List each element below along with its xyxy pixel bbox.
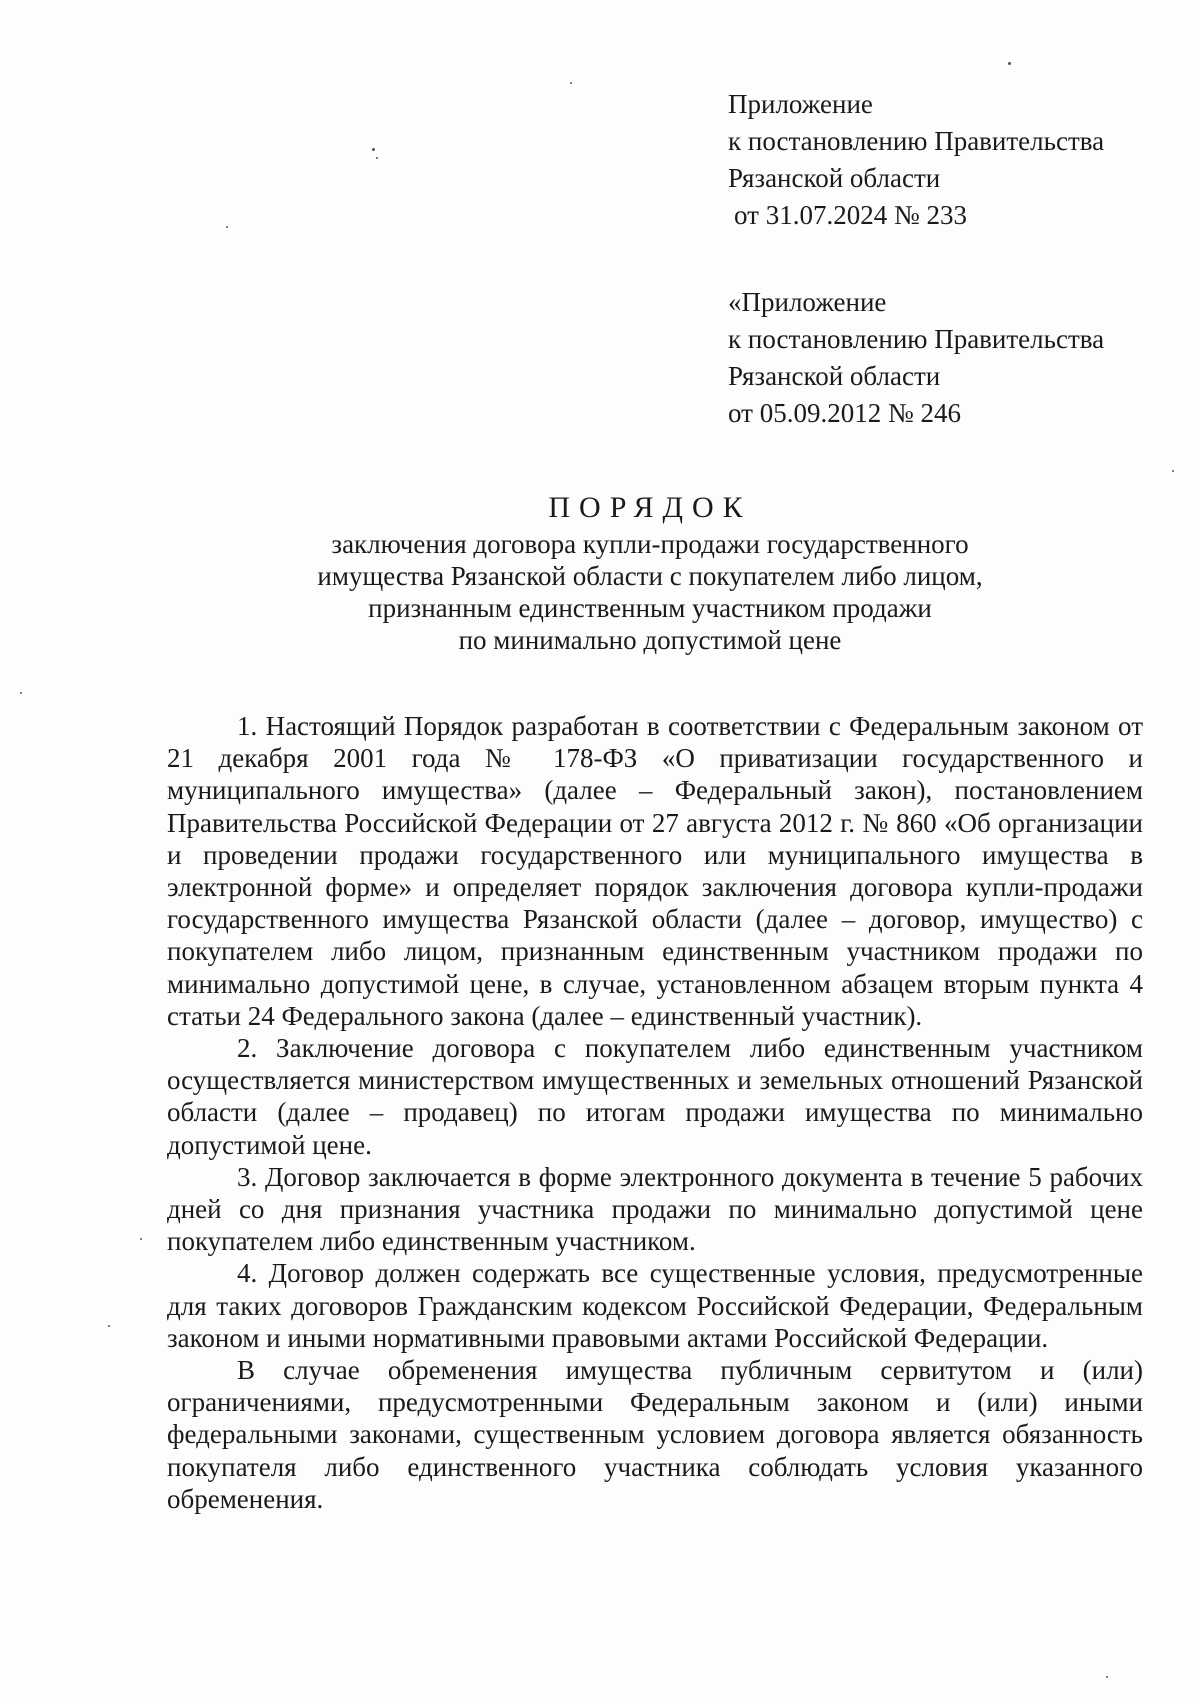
scan-speck [1172, 470, 1174, 472]
document-subtitle-line: признанным единственным участником продажи [368, 593, 932, 623]
appendix-date-number: от 31.07.2024 № 233 [734, 200, 967, 230]
appendix-resolution-ref: к постановлению Правительства [728, 324, 1105, 354]
document-subtitle-line: имущества Рязанской области с покупателем либо лицом, [317, 561, 983, 591]
appendix-label: «Приложение [728, 287, 887, 317]
document-subtitle-line: по минимально допустимой цене [458, 625, 842, 655]
scan-speck [376, 157, 378, 159]
document-title-block [160, 488, 1140, 656]
appendix-header-current [728, 86, 1104, 234]
paragraph-3: 3. Договор заключается в форме электронного документа в течение 5 рабочих дней со дня признания участника продажи по минимально допустимой цене покупателем либо единственным участником. [167, 1161, 1143, 1257]
scan-speck [108, 1325, 110, 1327]
document-title: ПОРЯДОК [548, 491, 752, 524]
appendix-region: Рязанской области [728, 361, 941, 391]
paragraph-1: 1. Настоящий Порядок разработан в соответствии с Федеральным законом от 21 декабря 2001 года № 178-ФЗ «О приватизации государственного и муниципального имущества» (далее – Федеральный закон), постановлением Правительства Российской Федерации от 27 августа 2012 г. № 860 «Об организации и проведении продажи государственного или муниципального имущества в электронной форме» и определяет порядок заключения договора купли-продажи государственного имущества Рязанской области (далее – договор, имущество) с покупателем либо лицом, признанным единственным участником продажи по минимально допустимой цене, в случае, установленном абзацем вторым пункта 4 статьи 24 Федерального закона (далее – единственный участник). [167, 711, 1143, 1031]
scan-speck [372, 148, 375, 151]
paragraph-5: В случае обременения имущества публичным сервитутом и (или) ограничениями, предусмотренными Федеральным законом и (или) иными федеральными законами, существенным условием договора является обязанность покупателя либо единственного участника соблюдать условия указанного обременения. [167, 1355, 1143, 1514]
scan-speck [20, 692, 22, 694]
appendix-resolution-ref: к постановлению Правительства [728, 126, 1105, 156]
scan-speck [1008, 62, 1011, 65]
scan-speck [570, 82, 572, 84]
scan-speck [140, 1238, 142, 1240]
appendix-label: Приложение [728, 89, 873, 119]
document-body [167, 710, 1143, 1515]
paragraph-2: 2. Заключение договора с покупателем либо единственным участником осуществляется министерством имущественных и земельных отношений Рязанской области (далее – продавец) по итогам продажи имущества по минимально допустимой цене. [167, 1033, 1143, 1160]
document-subtitle-line: заключения договора купли-продажи государственного [331, 529, 969, 559]
appendix-region: Рязанской области [728, 163, 941, 193]
scan-speck [226, 226, 228, 228]
scan-speck [1106, 1676, 1108, 1678]
appendix-header-original [728, 284, 1104, 432]
appendix-date-number: от 05.09.2012 № 246 [728, 398, 961, 428]
paragraph-4: 4. Договор должен содержать все существенные условия, предусмотренные для таких договоров Гражданским кодексом Российской Федерации, Федеральным законом и иными нормативными правовыми актами Российской Федерации. [167, 1258, 1143, 1353]
